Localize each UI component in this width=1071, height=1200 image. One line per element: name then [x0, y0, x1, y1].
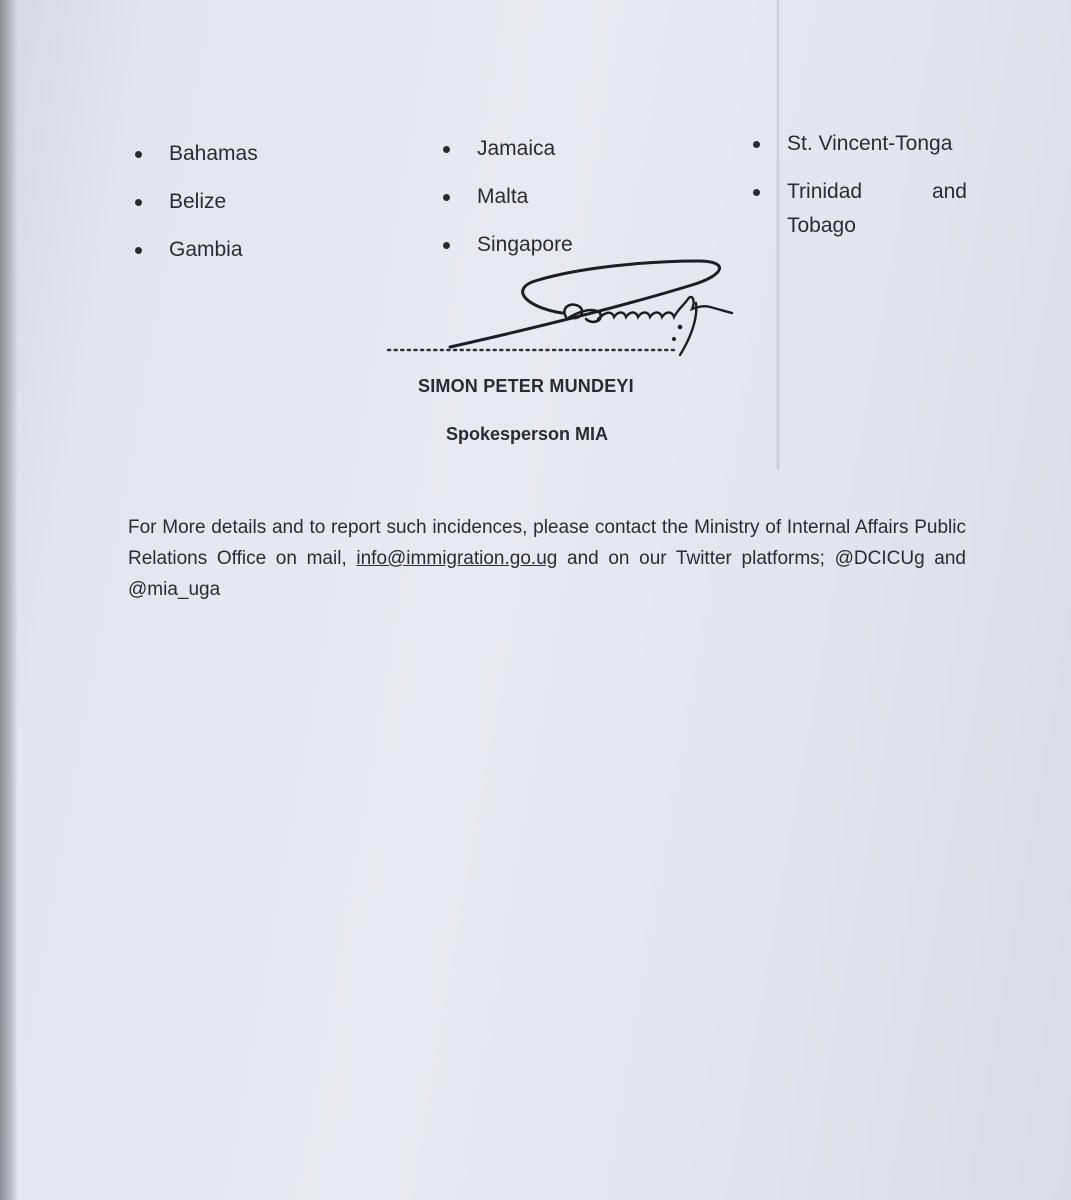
- country-item: Belize: [133, 189, 258, 237]
- country-item: St. Vincent-Tonga: [751, 131, 966, 179]
- contact-paragraph: [128, 512, 966, 605]
- handwritten-signature: [380, 255, 760, 365]
- trinidad-word: Trinidad: [787, 180, 863, 203]
- signatory-name: SIMON PETER MUNDEYI: [418, 376, 634, 396]
- paper-left-edge: [0, 0, 18, 1200]
- country-item: Malta: [441, 184, 573, 232]
- country-list-column-3: [751, 131, 966, 239]
- contact-text-after: and on our Twitter platforms; @DCICUg and @mia_uga: [128, 548, 966, 600]
- email-link[interactable]: info@immigration.go.ug: [356, 548, 558, 569]
- country-item: Singapore: [441, 232, 573, 280]
- country-item: Bahamas: [133, 141, 258, 189]
- tobago-word: Tobago: [787, 214, 856, 237]
- country-list-column-1: [133, 141, 258, 285]
- country-item: Jamaica: [441, 136, 573, 184]
- country-item-trinidad: [751, 179, 966, 239]
- signatory-title: Spokesperson MIA: [446, 424, 609, 444]
- trinidad-line-1: [787, 179, 967, 205]
- country-item: Gambia: [133, 237, 258, 285]
- and-word: and: [931, 180, 967, 203]
- contact-text: For More details and to report such incidences, please contact the Ministry of Internal Affairs Public Relations Office on mail,: [128, 517, 966, 569]
